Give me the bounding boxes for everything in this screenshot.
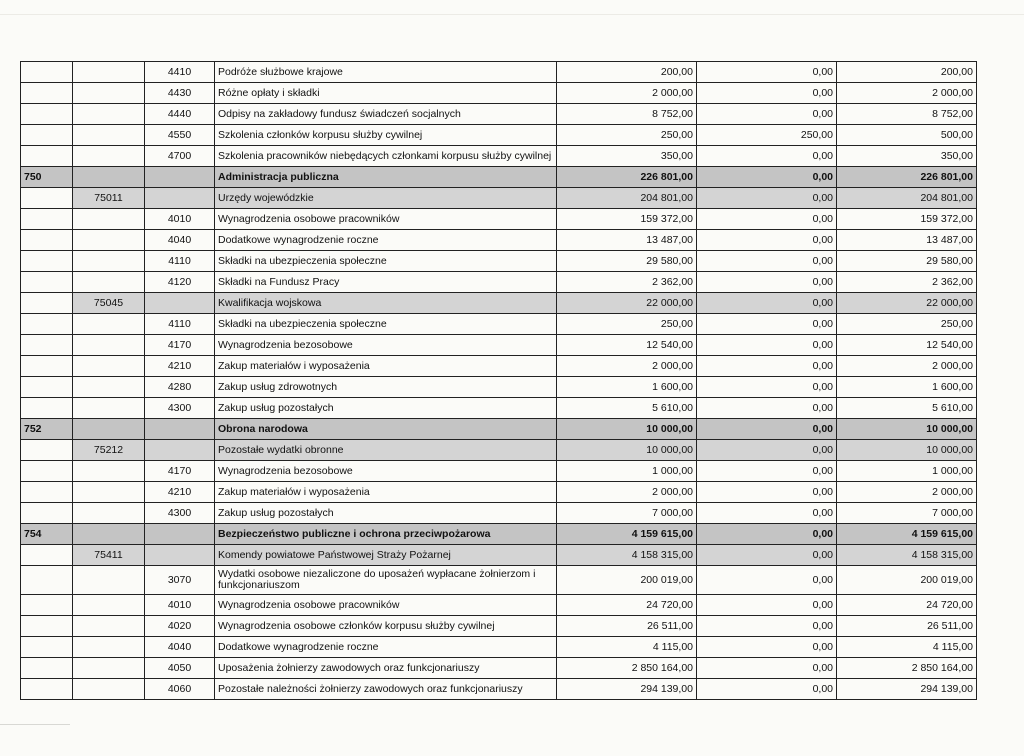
- plan-amount-cell: 250,00: [557, 125, 697, 146]
- plan-amount-cell: 4 115,00: [557, 637, 697, 658]
- paragraph-cell: 4010: [145, 595, 215, 616]
- description-cell: Składki na ubezpieczenia społeczne: [215, 314, 557, 335]
- change-amount-cell: 0,00: [697, 566, 837, 595]
- paragraph-cell: 4040: [145, 637, 215, 658]
- after-amount-cell: 12 540,00: [837, 335, 977, 356]
- plan-amount-cell: 294 139,00: [557, 679, 697, 700]
- scan-edge-line: [0, 14, 1024, 15]
- division-cell: [21, 230, 73, 251]
- table-row: [21, 314, 977, 335]
- chapter-cell: [73, 398, 145, 419]
- chapter-cell: [73, 461, 145, 482]
- division-cell: [21, 377, 73, 398]
- table-row: [21, 482, 977, 503]
- plan-amount-cell: 2 000,00: [557, 356, 697, 377]
- subsection-row: [21, 440, 977, 461]
- description-cell: Zakup usług pozostałych: [215, 398, 557, 419]
- table-row: [21, 461, 977, 482]
- chapter-cell: [73, 356, 145, 377]
- paragraph-cell: 4280: [145, 377, 215, 398]
- change-amount-cell: 250,00: [697, 125, 837, 146]
- after-amount-cell: 24 720,00: [837, 595, 977, 616]
- chapter-cell: 75212: [73, 440, 145, 461]
- description-cell: Zakup usług pozostałych: [215, 503, 557, 524]
- change-amount-cell: 0,00: [697, 251, 837, 272]
- table-row: [21, 83, 977, 104]
- chapter-cell: [73, 230, 145, 251]
- after-amount-cell: 13 487,00: [837, 230, 977, 251]
- plan-amount-cell: 7 000,00: [557, 503, 697, 524]
- plan-amount-cell: 350,00: [557, 146, 697, 167]
- division-cell: 750: [21, 167, 73, 188]
- division-cell: 754: [21, 524, 73, 545]
- change-amount-cell: 0,00: [697, 482, 837, 503]
- chapter-cell: [73, 637, 145, 658]
- chapter-cell: [73, 125, 145, 146]
- description-cell: Wynagrodzenia bezosobowe: [215, 335, 557, 356]
- plan-amount-cell: 200 019,00: [557, 566, 697, 595]
- paragraph-cell: [145, 524, 215, 545]
- table-row: [21, 679, 977, 700]
- paragraph-cell: [145, 188, 215, 209]
- scan-edge-line-bottom: [0, 724, 70, 725]
- plan-amount-cell: 4 159 615,00: [557, 524, 697, 545]
- paragraph-cell: 4170: [145, 335, 215, 356]
- plan-amount-cell: 4 158 315,00: [557, 545, 697, 566]
- plan-amount-cell: 13 487,00: [557, 230, 697, 251]
- after-amount-cell: 4 115,00: [837, 637, 977, 658]
- division-cell: [21, 482, 73, 503]
- plan-amount-cell: 2 362,00: [557, 272, 697, 293]
- paragraph-cell: 4010: [145, 209, 215, 230]
- chapter-cell: [73, 104, 145, 125]
- table-row: [21, 658, 977, 679]
- table-row: [21, 146, 977, 167]
- chapter-cell: [73, 314, 145, 335]
- change-amount-cell: 0,00: [697, 595, 837, 616]
- description-cell: Pozostałe wydatki obronne: [215, 440, 557, 461]
- table-row: [21, 209, 977, 230]
- table-row: [21, 377, 977, 398]
- table-row: [21, 356, 977, 377]
- change-amount-cell: 0,00: [697, 377, 837, 398]
- table-row: [21, 398, 977, 419]
- plan-amount-cell: 204 801,00: [557, 188, 697, 209]
- paragraph-cell: 4110: [145, 314, 215, 335]
- description-cell: Składki na Fundusz Pracy: [215, 272, 557, 293]
- plan-amount-cell: 2 000,00: [557, 482, 697, 503]
- paragraph-cell: [145, 293, 215, 314]
- description-cell: Wynagrodzenia bezosobowe: [215, 461, 557, 482]
- description-cell: Uposażenia żołnierzy zawodowych oraz funkcjonariuszy: [215, 658, 557, 679]
- change-amount-cell: 0,00: [697, 419, 837, 440]
- paragraph-cell: [145, 545, 215, 566]
- plan-amount-cell: 10 000,00: [557, 440, 697, 461]
- change-amount-cell: 0,00: [697, 272, 837, 293]
- paragraph-cell: 4060: [145, 679, 215, 700]
- paragraph-cell: [145, 440, 215, 461]
- change-amount-cell: 0,00: [697, 545, 837, 566]
- description-cell: Bezpieczeństwo publiczne i ochrona przeciwpożarowa: [215, 524, 557, 545]
- plan-amount-cell: 10 000,00: [557, 419, 697, 440]
- after-amount-cell: 10 000,00: [837, 419, 977, 440]
- division-cell: [21, 440, 73, 461]
- chapter-cell: 75411: [73, 545, 145, 566]
- subsection-row: [21, 188, 977, 209]
- division-cell: [21, 503, 73, 524]
- description-cell: Zakup materiałów i wyposażenia: [215, 482, 557, 503]
- description-cell: Różne opłaty i składki: [215, 83, 557, 104]
- change-amount-cell: 0,00: [697, 356, 837, 377]
- change-amount-cell: 0,00: [697, 616, 837, 637]
- paragraph-cell: 4020: [145, 616, 215, 637]
- change-amount-cell: 0,00: [697, 167, 837, 188]
- paragraph-cell: 4430: [145, 83, 215, 104]
- after-amount-cell: 204 801,00: [837, 188, 977, 209]
- description-cell: Wynagrodzenia osobowe członków korpusu służby cywilnej: [215, 616, 557, 637]
- division-cell: [21, 335, 73, 356]
- chapter-cell: [73, 62, 145, 83]
- chapter-cell: [73, 566, 145, 595]
- description-cell: Obrona narodowa: [215, 419, 557, 440]
- table-row: [21, 272, 977, 293]
- description-cell: Pozostałe należności żołnierzy zawodowych oraz funkcjonariuszy: [215, 679, 557, 700]
- description-cell: Szkolenia pracowników niebędących członkami korpusu służby cywilnej: [215, 146, 557, 167]
- chapter-cell: [73, 482, 145, 503]
- paragraph-cell: 4050: [145, 658, 215, 679]
- chapter-cell: [73, 377, 145, 398]
- change-amount-cell: 0,00: [697, 146, 837, 167]
- description-cell: Dodatkowe wynagrodzenie roczne: [215, 637, 557, 658]
- chapter-cell: [73, 335, 145, 356]
- change-amount-cell: 0,00: [697, 83, 837, 104]
- section-row: [21, 524, 977, 545]
- division-cell: [21, 545, 73, 566]
- chapter-cell: [73, 146, 145, 167]
- description-cell: Administracja publiczna: [215, 167, 557, 188]
- division-cell: [21, 398, 73, 419]
- description-cell: Urzędy wojewódzkie: [215, 188, 557, 209]
- plan-amount-cell: 200,00: [557, 62, 697, 83]
- paragraph-cell: 4410: [145, 62, 215, 83]
- after-amount-cell: 5 610,00: [837, 398, 977, 419]
- section-row: [21, 419, 977, 440]
- chapter-cell: [73, 83, 145, 104]
- after-amount-cell: 350,00: [837, 146, 977, 167]
- plan-amount-cell: 2 000,00: [557, 83, 697, 104]
- after-amount-cell: 294 139,00: [837, 679, 977, 700]
- change-amount-cell: 0,00: [697, 524, 837, 545]
- division-cell: 752: [21, 419, 73, 440]
- section-row: [21, 167, 977, 188]
- after-amount-cell: 8 752,00: [837, 104, 977, 125]
- after-amount-cell: 200 019,00: [837, 566, 977, 595]
- plan-amount-cell: 250,00: [557, 314, 697, 335]
- change-amount-cell: 0,00: [697, 398, 837, 419]
- division-cell: [21, 188, 73, 209]
- after-amount-cell: 4 159 615,00: [837, 524, 977, 545]
- chapter-cell: [73, 503, 145, 524]
- plan-amount-cell: 26 511,00: [557, 616, 697, 637]
- change-amount-cell: 0,00: [697, 440, 837, 461]
- division-cell: [21, 62, 73, 83]
- plan-amount-cell: 159 372,00: [557, 209, 697, 230]
- division-cell: [21, 251, 73, 272]
- paragraph-cell: [145, 167, 215, 188]
- description-cell: Kwalifikacja wojskowa: [215, 293, 557, 314]
- after-amount-cell: 200,00: [837, 62, 977, 83]
- table-row: [21, 251, 977, 272]
- chapter-cell: [73, 272, 145, 293]
- after-amount-cell: 1 600,00: [837, 377, 977, 398]
- division-cell: [21, 595, 73, 616]
- after-amount-cell: 22 000,00: [837, 293, 977, 314]
- division-cell: [21, 209, 73, 230]
- description-cell: Składki na ubezpieczenia społeczne: [215, 251, 557, 272]
- division-cell: [21, 314, 73, 335]
- chapter-cell: [73, 616, 145, 637]
- chapter-cell: 75045: [73, 293, 145, 314]
- paragraph-cell: 4110: [145, 251, 215, 272]
- division-cell: [21, 104, 73, 125]
- paragraph-cell: 4440: [145, 104, 215, 125]
- table-row: [21, 595, 977, 616]
- division-cell: [21, 356, 73, 377]
- plan-amount-cell: 1 600,00: [557, 377, 697, 398]
- after-amount-cell: 10 000,00: [837, 440, 977, 461]
- plan-amount-cell: 226 801,00: [557, 167, 697, 188]
- paragraph-cell: 4120: [145, 272, 215, 293]
- after-amount-cell: 4 158 315,00: [837, 545, 977, 566]
- plan-amount-cell: 24 720,00: [557, 595, 697, 616]
- description-cell: Dodatkowe wynagrodzenie roczne: [215, 230, 557, 251]
- change-amount-cell: 0,00: [697, 62, 837, 83]
- paragraph-cell: 4550: [145, 125, 215, 146]
- plan-amount-cell: 29 580,00: [557, 251, 697, 272]
- division-cell: [21, 566, 73, 595]
- after-amount-cell: 7 000,00: [837, 503, 977, 524]
- description-cell: Szkolenia członków korpusu służby cywilnej: [215, 125, 557, 146]
- division-cell: [21, 461, 73, 482]
- change-amount-cell: 0,00: [697, 314, 837, 335]
- description-cell: Wydatki osobowe niezaliczone do uposażeń wypłacane żołnierzom i funkcjonariuszom: [215, 566, 557, 595]
- after-amount-cell: 226 801,00: [837, 167, 977, 188]
- description-cell: Wynagrodzenia osobowe pracowników: [215, 595, 557, 616]
- after-amount-cell: 2 000,00: [837, 83, 977, 104]
- table-row: [21, 62, 977, 83]
- after-amount-cell: 250,00: [837, 314, 977, 335]
- table-row: [21, 637, 977, 658]
- budget-table: [20, 61, 977, 700]
- plan-amount-cell: 1 000,00: [557, 461, 697, 482]
- change-amount-cell: 0,00: [697, 293, 837, 314]
- paragraph-cell: 4300: [145, 503, 215, 524]
- table-row: [21, 230, 977, 251]
- plan-amount-cell: 22 000,00: [557, 293, 697, 314]
- division-cell: [21, 83, 73, 104]
- description-cell: Zakup usług zdrowotnych: [215, 377, 557, 398]
- change-amount-cell: 0,00: [697, 637, 837, 658]
- description-cell: Podróże służbowe krajowe: [215, 62, 557, 83]
- description-cell: Odpisy na zakładowy fundusz świadczeń socjalnych: [215, 104, 557, 125]
- division-cell: [21, 616, 73, 637]
- after-amount-cell: 159 372,00: [837, 209, 977, 230]
- after-amount-cell: 1 000,00: [837, 461, 977, 482]
- plan-amount-cell: 5 610,00: [557, 398, 697, 419]
- division-cell: [21, 658, 73, 679]
- after-amount-cell: 500,00: [837, 125, 977, 146]
- paragraph-cell: 4210: [145, 356, 215, 377]
- description-cell: Zakup materiałów i wyposażenia: [215, 356, 557, 377]
- paragraph-cell: 4170: [145, 461, 215, 482]
- division-cell: [21, 679, 73, 700]
- after-amount-cell: 2 362,00: [837, 272, 977, 293]
- paragraph-cell: 4210: [145, 482, 215, 503]
- after-amount-cell: 26 511,00: [837, 616, 977, 637]
- paragraph-cell: 4040: [145, 230, 215, 251]
- table-row: [21, 104, 977, 125]
- paragraph-cell: 3070: [145, 566, 215, 595]
- chapter-cell: [73, 251, 145, 272]
- division-cell: [21, 637, 73, 658]
- chapter-cell: [73, 658, 145, 679]
- description-cell: Komendy powiatowe Państwowej Straży Pożarnej: [215, 545, 557, 566]
- change-amount-cell: 0,00: [697, 679, 837, 700]
- division-cell: [21, 272, 73, 293]
- paragraph-cell: 4300: [145, 398, 215, 419]
- after-amount-cell: 29 580,00: [837, 251, 977, 272]
- division-cell: [21, 125, 73, 146]
- change-amount-cell: 0,00: [697, 335, 837, 356]
- table-row: [21, 566, 977, 595]
- change-amount-cell: 0,00: [697, 230, 837, 251]
- description-cell: Wynagrodzenia osobowe pracowników: [215, 209, 557, 230]
- subsection-row: [21, 293, 977, 314]
- budget-table-body: [21, 62, 977, 700]
- chapter-cell: [73, 524, 145, 545]
- chapter-cell: [73, 209, 145, 230]
- division-cell: [21, 146, 73, 167]
- table-row: [21, 616, 977, 637]
- paragraph-cell: 4700: [145, 146, 215, 167]
- change-amount-cell: 0,00: [697, 658, 837, 679]
- paragraph-cell: [145, 419, 215, 440]
- change-amount-cell: 0,00: [697, 503, 837, 524]
- chapter-cell: [73, 419, 145, 440]
- plan-amount-cell: 12 540,00: [557, 335, 697, 356]
- table-row: [21, 335, 977, 356]
- after-amount-cell: 2 850 164,00: [837, 658, 977, 679]
- subsection-row: [21, 545, 977, 566]
- chapter-cell: [73, 167, 145, 188]
- chapter-cell: [73, 679, 145, 700]
- after-amount-cell: 2 000,00: [837, 482, 977, 503]
- table-row: [21, 125, 977, 146]
- plan-amount-cell: 8 752,00: [557, 104, 697, 125]
- change-amount-cell: 0,00: [697, 104, 837, 125]
- plan-amount-cell: 2 850 164,00: [557, 658, 697, 679]
- change-amount-cell: 0,00: [697, 461, 837, 482]
- change-amount-cell: 0,00: [697, 188, 837, 209]
- after-amount-cell: 2 000,00: [837, 356, 977, 377]
- change-amount-cell: 0,00: [697, 209, 837, 230]
- division-cell: [21, 293, 73, 314]
- table-row: [21, 503, 977, 524]
- chapter-cell: 75011: [73, 188, 145, 209]
- chapter-cell: [73, 595, 145, 616]
